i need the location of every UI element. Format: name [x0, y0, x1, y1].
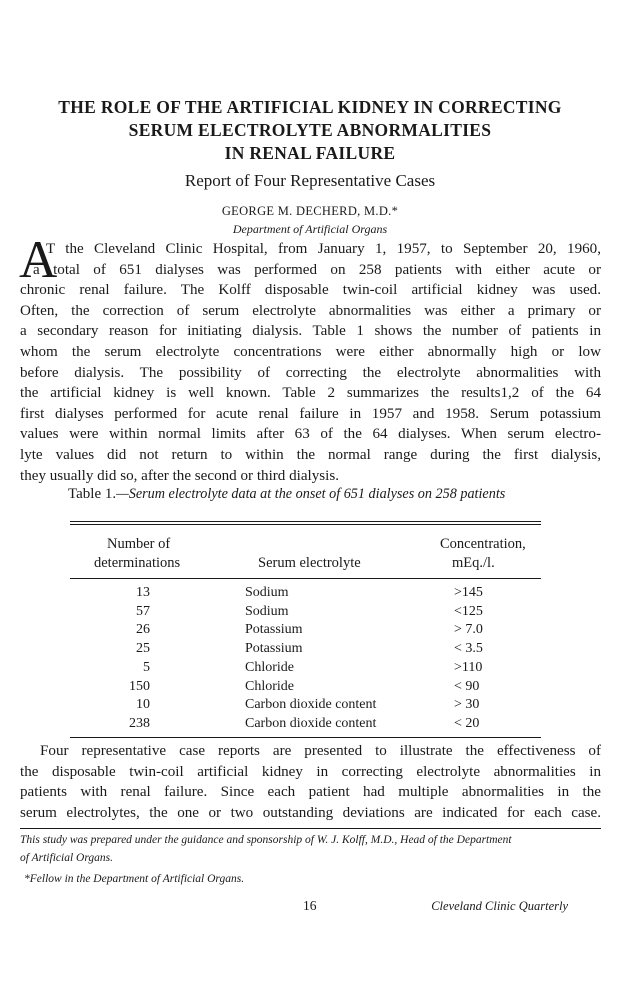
cell-count: 150 — [129, 678, 150, 694]
cell-electrolyte: Chloride — [245, 659, 294, 675]
cell-concentration: > 30 — [454, 697, 480, 713]
table-top-rule-double — [70, 524, 541, 525]
second-paragraph — [20, 741, 601, 823]
cell-concentration: < 20 — [454, 715, 480, 731]
footnote-line-2: of Artificial Organs. — [20, 852, 113, 864]
table-caption-label: Table 1. — [68, 486, 117, 502]
footnote-line-1: This study was prepared under the guidance and sponsorship of W. J. Kolff, M.D., Head of the Department — [20, 834, 512, 846]
article-title-line-3: IN RENAL FAILURE — [224, 143, 396, 163]
cell-electrolyte: Potassium — [245, 641, 303, 657]
intro-line: Often, the correction of serum electrolyte abnormalities was either a primary or — [20, 302, 601, 319]
intro-line: whom the serum electrolyte concentrations were either abnormally high or low — [20, 343, 601, 360]
cell-electrolyte: Sodium — [245, 603, 289, 619]
header-count-line-2: determinations — [94, 555, 181, 571]
intro-line: lyte values did not return to within the normal range during the first dialysis, — [20, 446, 601, 463]
second-paragraph-line: the disposable twin-coil artificial kidney in correcting electrolyte abnormalities in — [20, 763, 601, 780]
intro-line: before dialysis. The possibility of correcting the electrolyte abnormalities with — [20, 364, 601, 381]
intro-line: they usually did so, after the second or third dialysis. — [20, 467, 340, 484]
cell-count: 25 — [136, 641, 150, 657]
author-name: GEORGE M. DECHERD, M.D.* — [221, 204, 399, 218]
intro-line: values were within normal limits after 63 of the 64 dialyses. When serum electro- — [20, 426, 601, 443]
second-paragraph-line: patients with renal failure. Since each patient had multiple abnormalities in the — [20, 784, 601, 801]
header-concentration-line-1: Concentration, — [440, 536, 526, 552]
author-department: Department of Artificial Organs — [232, 222, 388, 236]
cell-electrolyte: Carbon dioxide content — [245, 697, 377, 713]
cell-concentration: < 90 — [454, 678, 480, 694]
intro-line: a total of 651 dialyses was performed on 258 patients with either acute or — [33, 261, 601, 278]
cell-concentration: >110 — [454, 659, 483, 675]
article-subtitle: Report of Four Representative Cases — [184, 171, 436, 190]
cell-count: 5 — [143, 659, 150, 675]
second-paragraph-line: Four representative case reports are presented to illustrate the effectiveness of — [40, 743, 601, 759]
cell-electrolyte: Potassium — [245, 622, 303, 638]
intro-line: T the Cleveland Clinic Hospital, from January 1, 1957, to September 20, 1960, — [46, 241, 601, 257]
cell-concentration: > 7.0 — [454, 622, 483, 638]
cell-count: 10 — [136, 697, 150, 713]
cell-count: 13 — [136, 585, 150, 600]
intro-line: a secondary reason for initiating dialysis. Table 1 shows the number of patients in — [20, 323, 601, 340]
table-caption — [68, 486, 505, 503]
table-top-rule — [70, 521, 541, 522]
cell-count: 26 — [136, 622, 150, 638]
intro-line: the artificial kidney is well known. Table 2 summarizes the results1,2 of the 64 — [20, 385, 601, 402]
cell-count: 238 — [129, 715, 150, 731]
intro-line: first dialyses performed for acute renal failure in 1957 and 1958. Serum potassium — [20, 405, 601, 422]
page-number: 16 — [303, 898, 317, 913]
cell-electrolyte: Carbon dioxide content — [245, 715, 377, 731]
header-count-line-1: Number of — [107, 536, 171, 552]
table-header-rule — [70, 578, 541, 579]
header-concentration-unit: mEq./l. — [452, 555, 495, 571]
cell-count: 57 — [136, 603, 150, 619]
article-title-line-2: SERUM ELECTROLYTE ABNORMALITIES — [128, 120, 492, 140]
table-bottom-rule — [70, 737, 541, 738]
article-title-line-1: THE ROLE OF THE ARTIFICIAL KIDNEY IN CORRECTING — [58, 97, 562, 117]
second-paragraph-line: serum electrolytes, the one or two outstanding deviations are indicated for each case. — [20, 804, 601, 821]
footnote-fellow: *Fellow in the Department of Artificial Organs. — [24, 873, 245, 885]
cell-concentration: <125 — [454, 603, 483, 619]
cell-concentration: < 3.5 — [454, 641, 483, 657]
journal-name: Cleveland Clinic Quarterly — [431, 899, 568, 913]
intro-paragraph — [19, 231, 601, 486]
cell-concentration: >145 — [454, 585, 483, 600]
drop-cap: A — [19, 231, 58, 289]
table-caption-text: —Serum electrolyte data at the onset of 651 dialyses on 258 patients — [116, 486, 506, 502]
footnote-separator — [20, 828, 601, 829]
cell-electrolyte: Chloride — [245, 678, 294, 694]
header-electrolyte: Serum electrolyte — [258, 555, 361, 571]
cell-electrolyte: Sodium — [245, 585, 289, 600]
intro-line: chronic renal failure. The Kolff disposable twin-coil artificial kidney was used. — [20, 282, 601, 299]
